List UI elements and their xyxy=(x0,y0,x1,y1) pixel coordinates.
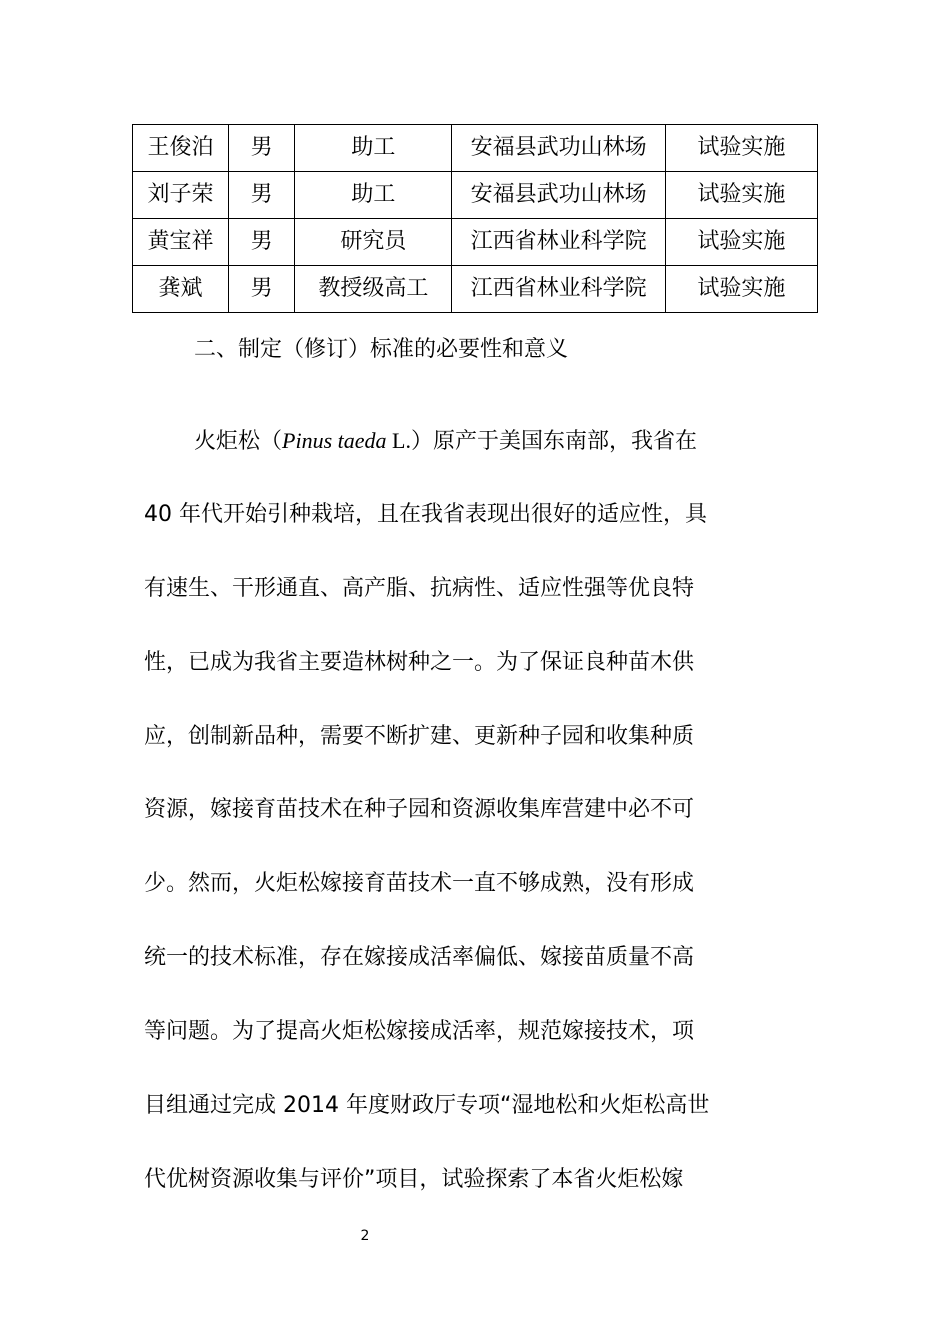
personnel-table xyxy=(132,124,818,313)
name-cell: 龚斌 xyxy=(133,266,229,313)
paragraph-line: 少。然而，火炬松嫁接育苗技术一直不够成熟，没有形成 xyxy=(144,871,695,897)
text-segment: 火炬松（ xyxy=(194,429,283,454)
name-cell: 王俊泊 xyxy=(133,125,229,172)
unit-cell: 江西省林业科学院 xyxy=(452,266,665,313)
gender-cell: 男 xyxy=(229,172,295,219)
paragraph-line: 统一的技术标准，存在嫁接成活率偏低、嫁接苗质量不高 xyxy=(144,945,695,971)
gender-cell: 男 xyxy=(229,125,295,172)
title-cell: 教授级高工 xyxy=(295,266,452,313)
paragraph-line: 应，创制新品种，需要不断扩建、更新种子园和收集种质 xyxy=(144,723,695,749)
text-segment: ）原产于美国东南部，我省在 xyxy=(410,429,697,454)
section-heading: 二、制定（修订）标准的必要性和意义 xyxy=(194,337,569,362)
table-row xyxy=(133,266,818,313)
title-cell: 研究员 xyxy=(295,219,452,266)
paragraph-line: 40 年代开始引种栽培，且在我省表现出很好的适应性，具 xyxy=(144,501,707,527)
paragraph-line: 等问题。为了提高火炬松嫁接成活率，规范嫁接技术，项 xyxy=(144,1019,695,1045)
name-cell: 黄宝祥 xyxy=(133,219,229,266)
table-row xyxy=(133,172,818,219)
latin-authority: L. xyxy=(386,428,411,453)
latin-genus-species: Pinus taeda xyxy=(282,428,387,453)
paragraph-line xyxy=(144,404,814,478)
title-cell: 助工 xyxy=(295,125,452,172)
unit-cell: 安福县武功山林场 xyxy=(452,172,665,219)
table-row xyxy=(133,125,818,172)
paragraph-line: 有速生、干形通直、高产脂、抗病性、适应性强等优良特 xyxy=(144,575,695,601)
title-cell: 助工 xyxy=(295,172,452,219)
page-number: 2 xyxy=(360,1228,370,1244)
name-cell: 刘子荣 xyxy=(133,172,229,219)
role-cell: 试验实施 xyxy=(665,125,817,172)
paragraph-line: 性，已成为我省主要造林树种之一。为了保证良种苗木供 xyxy=(144,649,695,675)
latin-name xyxy=(282,428,411,453)
role-cell: 试验实施 xyxy=(665,219,817,266)
body-paragraph xyxy=(144,404,814,1217)
unit-cell: 安福县武功山林场 xyxy=(452,125,665,172)
gender-cell: 男 xyxy=(229,266,295,313)
role-cell: 试验实施 xyxy=(665,172,817,219)
unit-cell: 江西省林业科学院 xyxy=(452,219,665,266)
paragraph-line: 资源，嫁接育苗技术在种子园和资源收集库营建中必不可 xyxy=(144,797,695,823)
role-cell: 试验实施 xyxy=(665,266,817,313)
paragraph-line: 目组通过完成 2014 年度财政厅专项“湿地松和火炬松高世 xyxy=(144,1093,710,1119)
paragraph-line: 代优树资源收集与评价”项目，试验探索了本省火炬松嫁 xyxy=(144,1166,684,1192)
gender-cell: 男 xyxy=(229,219,295,266)
table-row xyxy=(133,219,818,266)
